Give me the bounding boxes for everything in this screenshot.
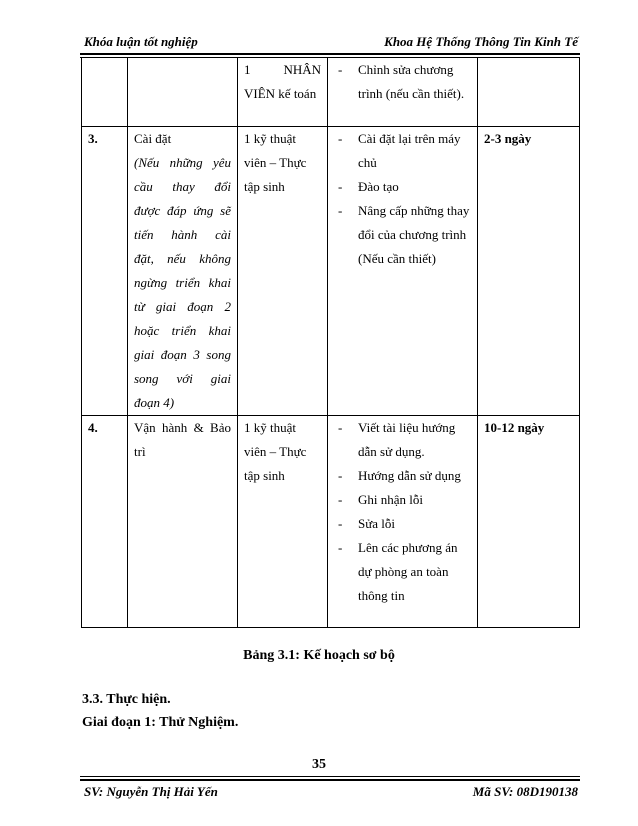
staff-line: viên – Thực	[244, 155, 307, 170]
phase-note-line: hoặc triển khai	[134, 323, 231, 338]
phase-note-line: ngừng triển khai	[134, 275, 231, 290]
tasks-cell	[328, 58, 478, 127]
task-item: - Viết tài liệu hướng dẫn sử dụng.	[338, 420, 456, 459]
task-item: - Nâng cấp những thay đổi của chương trình (Nếu cần thiết)	[338, 203, 470, 266]
phase-line: trì	[134, 444, 146, 459]
footer-right: Mã SV: 08D190138	[472, 784, 578, 799]
table-row	[82, 127, 580, 416]
task-line: Nâng cấp những thay	[358, 203, 470, 218]
phase-note-line: đoạn 4)	[134, 395, 175, 410]
duration-cell: 2-3 ngày	[478, 127, 580, 416]
row-number	[82, 58, 128, 127]
header-left: Khóa luận tốt nghiệp	[84, 34, 198, 49]
task-item: - Chỉnh sửa chương trình (nếu cần thiết).	[338, 62, 465, 101]
duration-cell: 10-12 ngày	[478, 416, 580, 628]
footer-rule-thin	[80, 776, 580, 777]
tasks-cell	[328, 416, 478, 628]
phase-cell	[128, 127, 238, 416]
tasks-cell	[328, 127, 478, 416]
row-number: 3.	[82, 127, 128, 416]
footer-left: SV: Nguyễn Thị Hải Yến	[84, 784, 218, 799]
subsection-heading: Giai đoạn 1: Thử Nghiệm.	[82, 715, 239, 730]
phase-note-line: (Nếu những yêu	[134, 155, 231, 170]
task-line: đổi của chương trình	[358, 227, 467, 242]
task-item: - Lên các phương án dự phòng an toàn thông tin	[338, 540, 458, 603]
task-line: Sửa lỗi	[358, 516, 396, 531]
phase-note-line: được đáp ứng sẽ	[134, 203, 231, 218]
staff-line: tập sinh	[244, 179, 285, 194]
phase-note-line: từ giai đoạn 2	[134, 299, 231, 314]
phase-title: Cài đặt	[134, 131, 172, 146]
task-item: - Hướng dẫn sử dụng	[338, 468, 461, 483]
task-line: trình (nếu cần thiết).	[358, 86, 465, 101]
phase-line: Vận hành & Bảo	[134, 420, 231, 435]
task-line: Viết tài liệu hướng	[358, 420, 456, 435]
staff-line: 1 kỹ thuật	[244, 131, 296, 146]
staff-cell	[238, 58, 328, 127]
staff-line: 1 kỹ thuật	[244, 420, 296, 435]
task-line: Hướng dẫn sử dụng	[358, 468, 461, 483]
footer-rule	[80, 779, 580, 781]
task-line: (Nếu cần thiết)	[358, 251, 436, 266]
staff-cell	[238, 127, 328, 416]
phase-cell	[128, 416, 238, 628]
staff-cell	[238, 416, 328, 628]
task-line: dẫn sử dụng.	[358, 444, 425, 459]
staff-line: NHÂN	[283, 62, 321, 77]
task-line: Đào tạo	[358, 179, 399, 194]
phase-note-line: đặt, nếu không	[134, 251, 231, 266]
staff-line: 1	[244, 62, 251, 77]
plan-table	[81, 57, 580, 628]
phase-note-line: giai đoạn 3 song	[134, 347, 231, 362]
task-line: thông tin	[358, 588, 405, 603]
page-number: 35	[312, 757, 326, 772]
duration-cell	[478, 58, 580, 127]
header-right: Khoa Hệ Thống Thông Tin Kinh Tế	[384, 34, 578, 49]
task-line: Chỉnh sửa chương	[358, 62, 454, 77]
row-number: 4.	[82, 416, 128, 628]
header-rule	[80, 53, 580, 55]
table-caption: Bảng 3.1: Kế hoạch sơ bộ	[243, 648, 395, 663]
task-line: Cài đặt lại trên máy	[358, 131, 461, 146]
staff-line: VIÊN kế toán	[244, 86, 317, 101]
task-item: - Đào tạo	[338, 179, 399, 194]
task-item: - Sửa lỗi	[338, 516, 396, 531]
phase-note-line: cầu thay đổi	[134, 179, 231, 194]
task-line: chủ	[358, 155, 377, 170]
table-row	[82, 58, 580, 127]
staff-line: tập sinh	[244, 468, 285, 483]
task-line: dự phòng an toàn	[358, 564, 449, 579]
phase-note-line: tiến hành cài	[134, 227, 231, 242]
staff-line: viên – Thực	[244, 444, 307, 459]
task-item: - Ghi nhận lỗi	[338, 492, 423, 507]
section-heading: 3.3. Thực hiện.	[82, 692, 171, 707]
phase-note-line: song với giai	[134, 371, 231, 386]
phase-cell	[128, 58, 238, 127]
task-line: Ghi nhận lỗi	[358, 492, 423, 507]
table-row	[82, 416, 580, 628]
task-line: Lên các phương án	[358, 540, 458, 555]
task-item: - Cài đặt lại trên máy chủ	[338, 131, 461, 170]
